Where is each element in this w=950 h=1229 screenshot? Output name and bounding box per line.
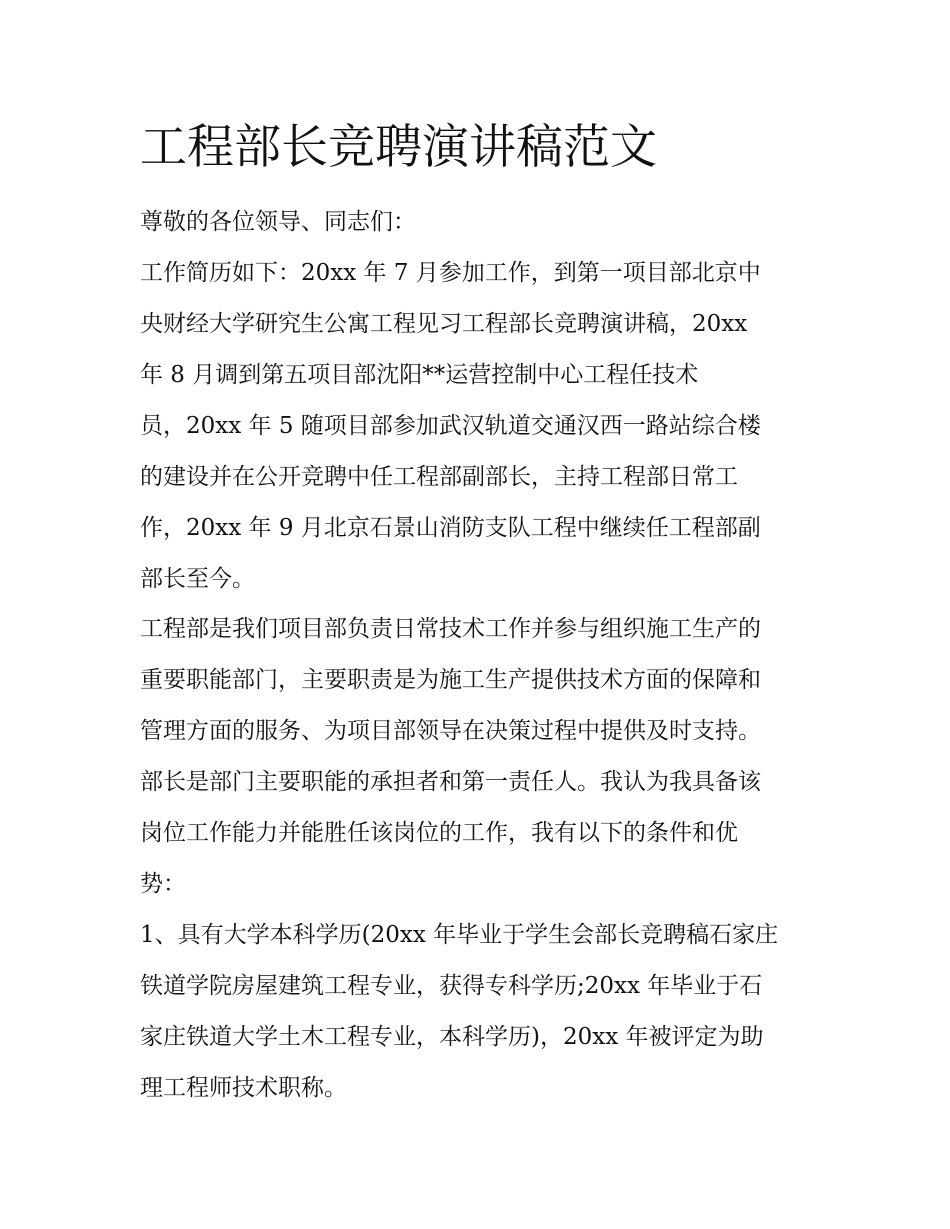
text-line: 央财经大学研究生公寓工程见习工程部长竞聘演讲稿，20xx <box>140 311 748 337</box>
text-line: 管理方面的服务、为项目部领导在决策过程中提供及时支持。 <box>140 718 761 744</box>
text-line: 家庄铁道大学土木工程专业，本科学历)，20xx 年被评定为助 <box>140 1024 764 1050</box>
text-line: 重要职能部门，主要职责是为施工生产提供技术方面的保障和 <box>140 667 761 693</box>
text-line: 年 8 月调到第五项目部沈阳**运营控制中心工程任技术 <box>140 362 699 388</box>
text-line: 部长是部门主要职能的承担者和第一责任人。我认为我具备该 <box>140 769 761 795</box>
text-line: 理工程师技术职称。 <box>140 1075 347 1101</box>
text-line: 部长至今。 <box>140 566 255 592</box>
text-line: 尊敬的各位领导、同志们： <box>140 209 416 235</box>
page-title: 工程部长竞聘演讲稿范文 <box>140 120 657 175</box>
text-line: 岗位工作能力并能胜任该岗位的工作，我有以下的条件和优 <box>140 820 738 846</box>
text-line: 工程部是我们项目部负责日常技术工作并参与组织施工生产的 <box>140 616 761 642</box>
text-line: 1、具有大学本科学历(20xx 年毕业于学生会部长竞聘稿石家庄 <box>140 922 779 948</box>
text-line: 的建设并在公开竞聘中任工程部副部长，主持工程部日常工 <box>140 464 738 490</box>
text-line: 铁道学院房屋建筑工程专业，获得专科学历;20xx 年毕业于石 <box>140 973 763 999</box>
text-line: 工作简历如下：20xx 年 7 月参加工作，到第一项目部北京中 <box>140 260 761 286</box>
text-line: 势： <box>140 871 186 897</box>
text-line: 作，20xx 年 9 月北京石景山消防支队工程中继续任工程部副 <box>140 515 761 541</box>
text-line: 员，20xx 年 5 随项目部参加武汉轨道交通汉西一路站综合楼 <box>140 413 761 439</box>
